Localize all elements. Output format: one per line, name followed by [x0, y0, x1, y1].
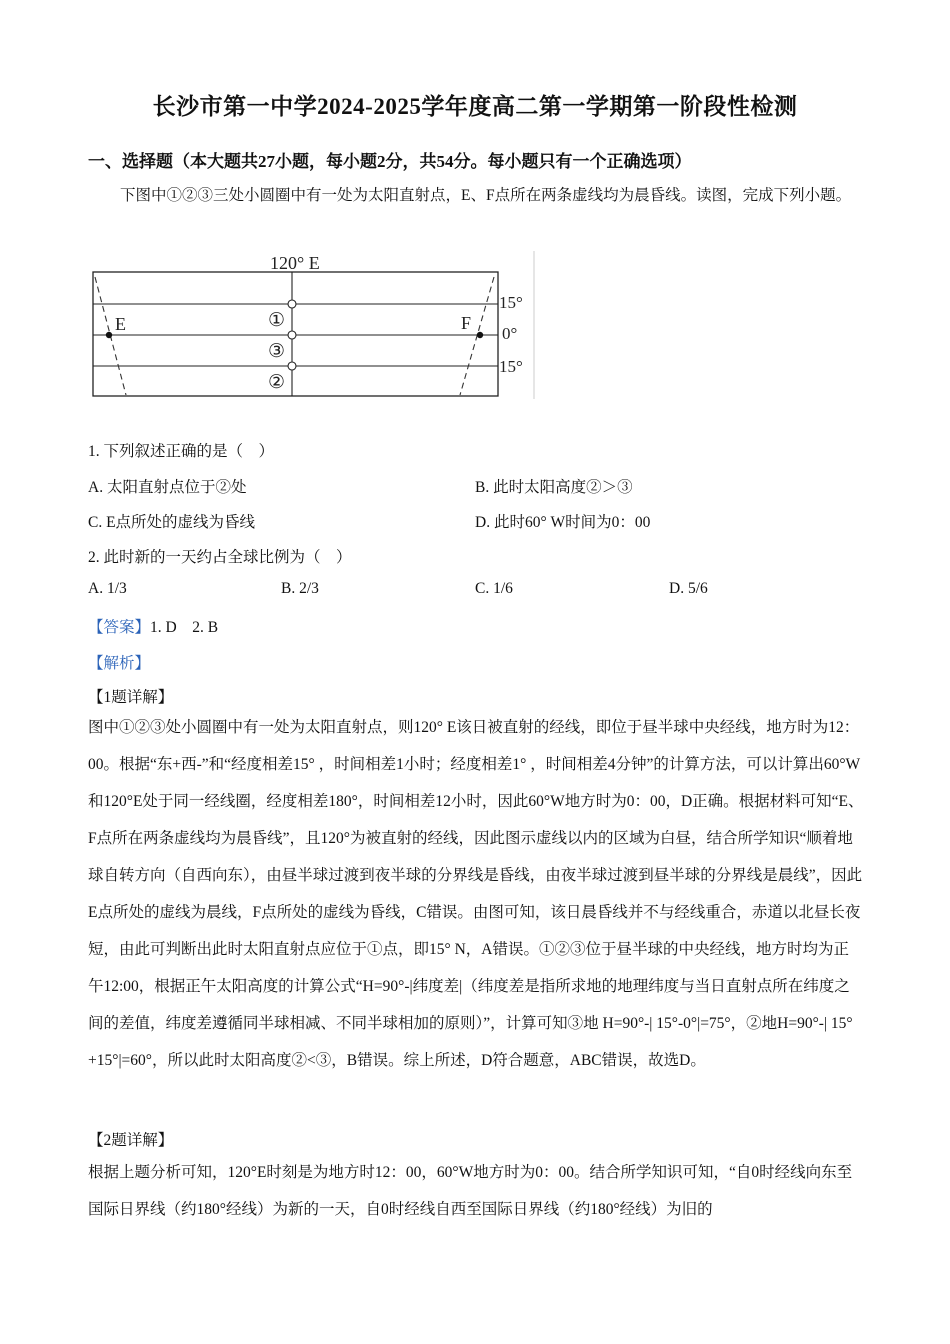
q1-option-d: D. 此时60° W时间为0：00 — [475, 514, 651, 531]
q2-option-a: A. 1/3 — [88, 580, 127, 597]
q1-option-c: C. E点所处的虚线为昏线 — [88, 514, 256, 531]
meridian-label: 120° E — [270, 253, 320, 273]
point-f-marker — [477, 332, 483, 338]
lat-bottom-label: 15° — [499, 357, 523, 376]
answer-line — [88, 615, 218, 637]
answer-tag: 【答案】 — [88, 619, 151, 636]
analysis-tag: 【解析】 — [88, 655, 151, 672]
point-e-marker — [106, 332, 112, 338]
q1-option-a: A. 太阳直射点位于②处 — [88, 479, 247, 496]
q2-detail-heading: 【2题详解】 — [88, 1132, 174, 1149]
section-heading: 一、选择题（本大题共27小题，每小题2分，共54分。每小题只有一个正确选项） — [88, 152, 692, 171]
circle-label-3: ③ — [268, 341, 286, 362]
lat-mid-label: 0° — [502, 324, 518, 343]
q1-option-b: B. 此时太阳高度②＞③ — [475, 479, 633, 496]
page-title: 长沙市第一中学2024-2025学年度高二第一学期第一阶段性检测 — [152, 94, 798, 119]
point-f-label: F — [461, 313, 472, 333]
question-1-stem: 1. 下列叙述正确的是（ ） — [88, 443, 275, 460]
question-2-stem: 2. 此时新的一天约占全球比例为（ ） — [88, 549, 352, 566]
q2-option-d: D. 5/6 — [669, 580, 708, 597]
circle-label-2: ② — [268, 372, 286, 393]
point-e-label: E — [115, 314, 126, 334]
q1-detail-heading: 【1题详解】 — [88, 689, 174, 706]
q1-detail-text: 图中①②③处小圆圈中有一处为太阳直射点，则120° E该日被直射的经线，即位于昼半球中央经线，地方时为12：00。根据“东+西-”和“经度相差15° ，时间相差1小时；经度相差1° ，时间相差4分钟”的计算方法，可以计算出60°W和120°E处于同一经线圈，经度相差180°，时间相差12小时，因此60°W地方时为0：00，D正确。根据材料可知“E、F点所在两条虚线均为晨昏线”，且120°为被直射的经线，因此图示虚线以内的区域为白昼，结合所学知识“顺着地球自转方向（自西向东），由昼半球过渡到夜半球的分界线是昏线，由夜半球过渡到昼半球的分界线是晨线”，因此E点所处的虚线为晨线，F点所处的虚线为昏线，C错误。由图可知，该日晨昏线并不与经线重合，赤道以北昼长夜短，由此可判断出此时太阳直射点应位于①点，即15° N，A错误。①②③位于昼半球的中央经线，地方时均为正午12:00，根据正午太阳高度的计算公式“H=90°-|纬度差|（纬度差是指所求地的地理纬度与当日直射点所在纬度之间的差值，纬度差遵循同半球相减、不同半球相加的原则）”，计算可知③地 H=90°-| 15°-0°|=75°，②地H=90°-| 15°+15°|=60°，所以此时太阳高度②<③，B错误。综上所述，D符合题意，ABC错误，故选D。 — [88, 719, 864, 1069]
latitude-diagram — [88, 249, 538, 404]
answer-text: 1. D 2. B — [150, 619, 219, 636]
lat-top-label: 15° — [499, 293, 523, 312]
q2-option-c: C. 1/6 — [475, 580, 513, 597]
intro-paragraph: 下图中①②③三处小圆圈中有一处为太阳直射点，E、F点所在两条虚线均为晨昏线。读图，完成下列小题。 — [120, 187, 852, 204]
q2-detail-text: 根据上题分析可知，120°E时刻是为地方时12：00，60°W地方时为0：00。结合所学知识可知，“自0时经线向东至国际日界线（约180°经线）为新的一天，自0时经线自西至国际日界线（约180°经线）为旧的 — [88, 1164, 853, 1218]
circle-label-1: ① — [268, 310, 286, 331]
q2-option-b: B. 2/3 — [281, 580, 319, 597]
